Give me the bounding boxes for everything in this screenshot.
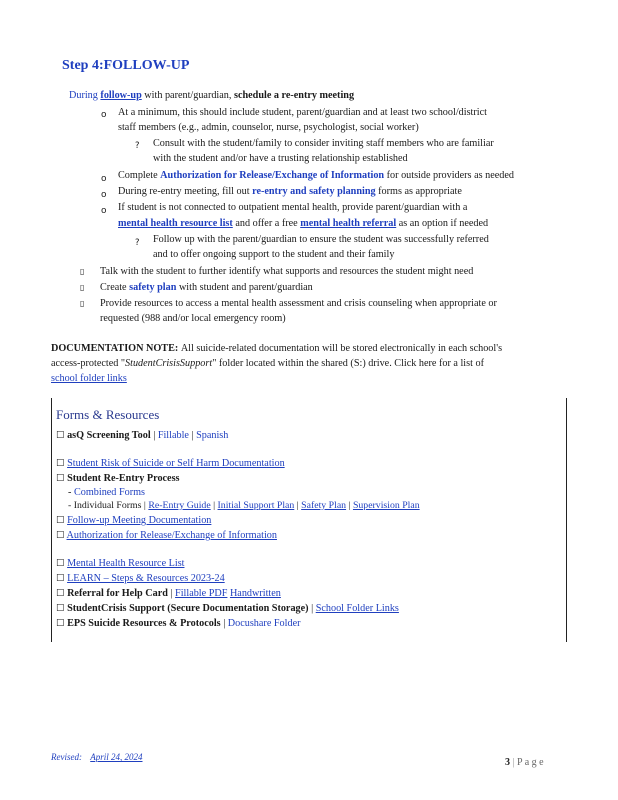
authorization-link[interactable]: Authorization for Release/Exchange of Information	[160, 170, 385, 181]
reentry-safety-link[interactable]: re-entry and safety planning	[252, 186, 376, 197]
eps-label: EPS Suicide Resources & Protocols	[67, 618, 221, 629]
list-item: Consult with the student/family to consider inviting staff members who are familiar	[153, 138, 494, 149]
if-line: If student is not connected to outpatient mental health, provide parent/guardian with a	[118, 202, 468, 213]
asq-label: asQ Screening Tool	[67, 430, 151, 441]
footer-page: 3 | P a g e	[505, 757, 544, 768]
eps-row: ☐ EPS Suicide Resources & Protocols | Docushare Folder	[56, 618, 301, 629]
intro-pre: During	[69, 90, 101, 101]
combined-forms-link[interactable]: Combined Forms	[73, 487, 145, 498]
bullet-icon: ▯	[80, 299, 85, 308]
list-marker: ?	[135, 141, 140, 151]
step-heading: Step 4:FOLLOW-UP	[62, 58, 190, 73]
forms-box-right-border	[566, 398, 567, 642]
intro-bold: schedule a re-entry meeting	[233, 90, 355, 101]
individual-forms-label: Individual Forms	[73, 500, 142, 511]
provide-line-2: requested (988 and/or local emergency room)	[100, 313, 286, 324]
create-line: Create safety plan with student and parent/guardian	[100, 282, 313, 293]
footer-revised: Revised: April 24, 2024	[51, 752, 143, 762]
risk-doc-row	[56, 457, 285, 471]
reentry-process-label: Student Re-Entry Process	[67, 473, 180, 484]
referral-row: ☐ Referral for Help Card | Fillable PDF Handwritten	[56, 588, 281, 599]
checkbox-icon: ☐	[56, 473, 65, 484]
mh-resource-list-link[interactable]: mental health resource list	[118, 218, 233, 229]
intro-mid: with parent/guardian,	[141, 90, 234, 101]
safety-plan-form-link[interactable]: Safety Plan	[301, 500, 347, 511]
page-label: P a g e	[517, 757, 544, 768]
checkbox-icon: ☐	[56, 430, 65, 441]
during-line: During re-entry meeting, fill out re-entry and safety planning forms as appropriate	[118, 186, 462, 197]
school-folder-links[interactable]: school folder links	[51, 373, 127, 384]
mh-resource-row	[56, 557, 184, 571]
list-item: At a minimum, this should include student, parent/guardian and at least two school/district	[118, 107, 487, 118]
list-marker: ?	[135, 238, 140, 248]
checkbox-icon: ☐	[56, 618, 65, 629]
checkbox-icon: ☐	[56, 603, 65, 614]
doc-note-label: DOCUMENTATION NOTE:	[51, 343, 181, 354]
docushare-link[interactable]: Docushare Folder	[227, 618, 301, 629]
risk-doc-link[interactable]: Student Risk of Suicide or Self Harm Documentation	[67, 458, 285, 469]
list-item: with the student and/or have a trusting relationship established	[153, 153, 408, 164]
checkbox-icon: ☐	[56, 515, 65, 526]
list-marker: o	[101, 110, 107, 120]
list-item: staff members (e.g., admin, counselor, nurse, psychologist, social worker)	[118, 122, 419, 133]
learn-link[interactable]: LEARN – Steps & Resources 2023-24	[67, 573, 225, 584]
checkbox-icon: ☐	[56, 530, 65, 541]
authorization-row	[56, 529, 277, 543]
safety-plan-link[interactable]: safety plan	[129, 282, 177, 293]
list-marker: o	[101, 206, 107, 216]
intro-line	[69, 89, 354, 103]
doc-note-line-2: access-protected "StudentCrisisSupport" folder located within the shared (S:) drive. Click here for a list of	[51, 358, 484, 369]
forms-title: Forms & Resources	[56, 407, 160, 422]
followup-line: Follow up with the parent/guardian to ensure the student was successfully referred	[153, 234, 489, 245]
followup-line-2: and to offer ongoing support to the student and their family	[153, 249, 395, 260]
talk-line: Talk with the student to further identify what supports and resources the student might need	[100, 266, 474, 277]
checkbox-icon: ☐	[56, 588, 65, 599]
bullet-icon: ▯	[80, 267, 85, 276]
supervision-plan-link[interactable]: Supervision Plan	[352, 500, 420, 511]
crisis-folder-link[interactable]: School Folder Links	[315, 603, 399, 614]
forms-box-left-border	[51, 398, 52, 642]
referral-label: Referral for Help Card	[67, 588, 168, 599]
combined-forms-row: - Combined Forms	[68, 487, 145, 498]
follow-up-link[interactable]: follow-up	[100, 90, 142, 101]
crisis-label: StudentCrisis Support (Secure Documentation Storage)	[67, 603, 309, 614]
page-number: 3	[505, 757, 510, 768]
initial-support-plan-link[interactable]: Initial Support Plan	[217, 500, 295, 511]
doc-note-line-1: DOCUMENTATION NOTE: All suicide-related documentation will be stored electronically in each school's	[51, 343, 503, 354]
authorization-form-link[interactable]: Authorization for Release/Exchange of Information	[66, 530, 277, 541]
individual-forms-row: - Individual Forms | Re-Entry Guide | Initial Support Plan | Safety Plan | Supervision Plan	[68, 500, 420, 511]
checkbox-icon: ☐	[56, 558, 65, 569]
learn-row	[56, 572, 225, 586]
mh-resource-list-form-link[interactable]: Mental Health Resource List	[67, 558, 185, 569]
checkbox-icon: ☐	[56, 458, 65, 469]
asq-fillable-link[interactable]: Fillable	[157, 430, 189, 441]
list-marker: o	[101, 190, 107, 200]
checkbox-icon: ☐	[56, 573, 65, 584]
reentry-process-row	[56, 472, 180, 486]
bullet-icon: ▯	[80, 283, 85, 292]
crisis-row: ☐ StudentCrisis Support (Secure Documentation Storage) | School Folder Links	[56, 603, 399, 614]
provide-line: Provide resources to access a mental health assessment and crisis counseling when appropriate or	[100, 298, 497, 309]
fillable-pdf-link[interactable]: Fillable PDF	[175, 588, 228, 599]
handwritten-link[interactable]: Handwritten	[229, 588, 281, 599]
reentry-guide-link[interactable]: Re-Entry Guide	[148, 500, 211, 511]
mh-referral-link[interactable]: mental health referral	[300, 218, 397, 229]
follow-meeting-link[interactable]: Follow-up Meeting Documentation	[67, 515, 212, 526]
revised-date: April 24, 2024	[90, 752, 143, 762]
complete-line: Complete Authorization for Release/Exchange of Information for outside providers as needed	[118, 170, 514, 181]
asq-row: ☐ asQ Screening Tool | Fillable | Spanish	[56, 430, 229, 441]
asq-spanish-link[interactable]: Spanish	[196, 430, 229, 441]
list-marker: o	[101, 174, 107, 184]
follow-meeting-row	[56, 514, 211, 528]
if-line-2: mental health resource list and offer a free mental health referral as an option if needed	[118, 218, 489, 229]
